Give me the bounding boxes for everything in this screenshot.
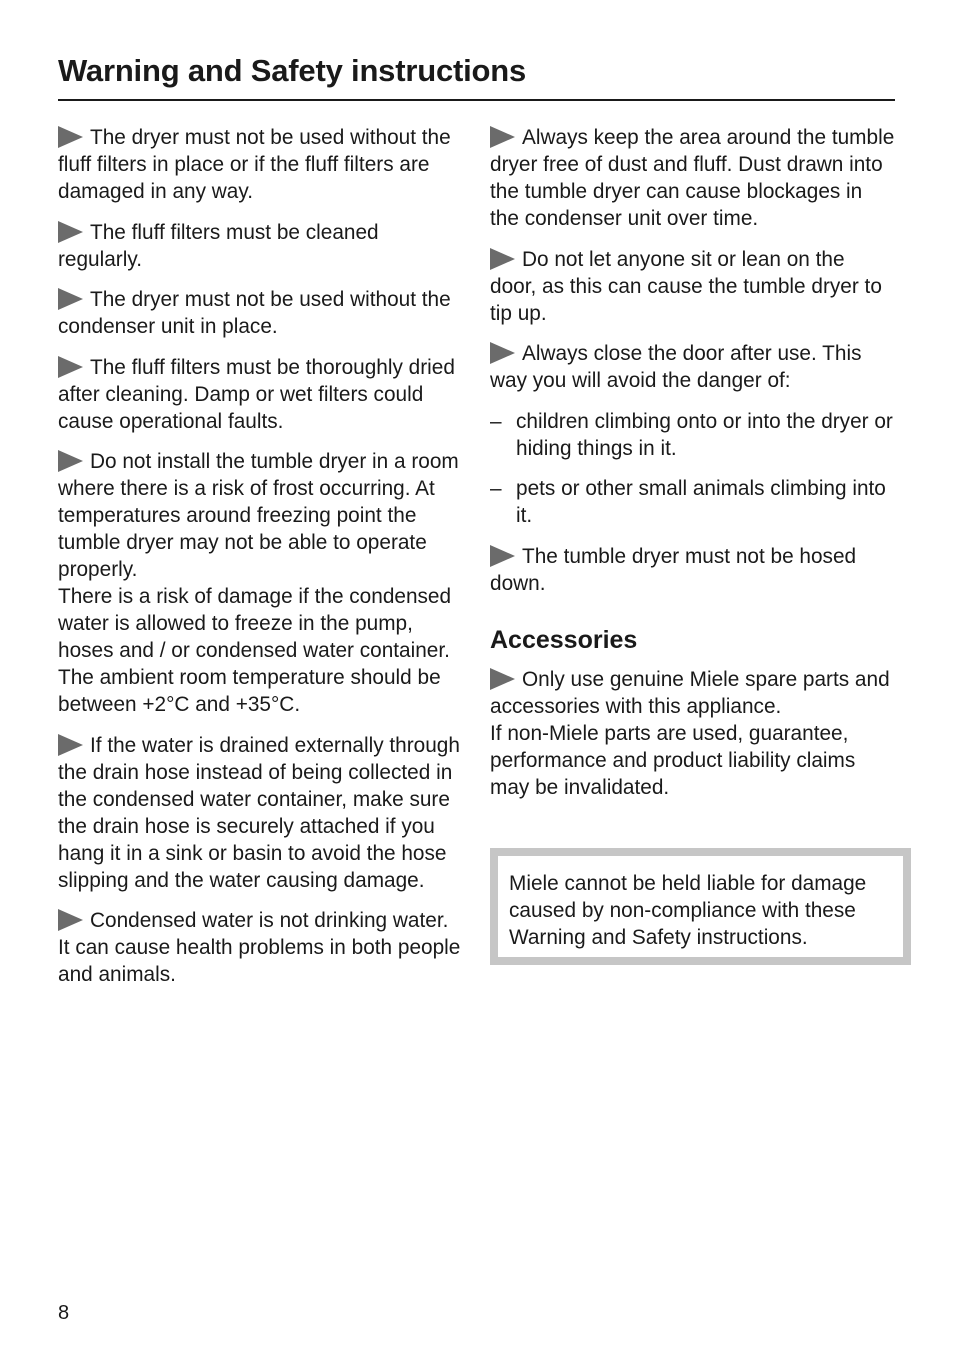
item-text: Only use genuine Miele spare parts and accessories with this appliance. bbox=[490, 667, 890, 718]
arrow-bullet-icon bbox=[58, 734, 83, 756]
title-rule bbox=[58, 99, 895, 101]
arrow-bullet-icon bbox=[58, 288, 83, 310]
item-text: Always keep the area around the tumble dryer free of dust and fluff. Dust drawn into the tumble dryer can cause blockages in the condenser unit over time. bbox=[490, 126, 895, 230]
arrow-bullet-icon bbox=[490, 545, 515, 567]
item-text: Condensed water is not drinking water. bbox=[90, 909, 449, 932]
danger-list-item bbox=[490, 408, 895, 462]
safety-item-clean-filters bbox=[58, 219, 468, 273]
arrow-bullet-icon bbox=[490, 668, 515, 690]
item-paragraph bbox=[490, 543, 895, 597]
safety-item-genuine-parts bbox=[490, 666, 895, 801]
item-text: Always close the door after use. This way you will avoid the danger of: bbox=[490, 342, 862, 392]
item-text: The tumble dryer must not be hosed down. bbox=[490, 544, 857, 595]
item-paragraph bbox=[490, 246, 895, 327]
safety-item-dust-free-area bbox=[490, 124, 895, 232]
safety-item-door-lean bbox=[490, 246, 895, 327]
dash-bullet: – bbox=[490, 409, 502, 433]
item-paragraph bbox=[490, 340, 895, 394]
safety-item-frost-risk bbox=[58, 448, 468, 718]
item-text: Do not let anyone sit or lean on the door, as this can cause the tumble dryer to tip up. bbox=[490, 247, 882, 325]
arrow-bullet-icon bbox=[58, 356, 83, 378]
item-paragraph bbox=[490, 666, 895, 720]
liability-notice-box bbox=[490, 848, 911, 965]
arrow-bullet-icon bbox=[58, 221, 83, 243]
item-text: If the water is drained externally through the drain hose instead of being collected in the condensed water container, make sure the drain hose is securely attached if you hang it in a sink or basin to avoid the hose slipping and the water causing damage. bbox=[58, 733, 460, 892]
safety-item-no-hosing bbox=[490, 543, 895, 597]
safety-item-condensed-water bbox=[58, 907, 468, 988]
item-paragraph: The ambient room temperature should be between +2°C and +35°C. bbox=[58, 666, 441, 716]
item-text: Do not install the tumble dryer in a room where there is a risk of frost occurring. At temperatures around freezing point the tumble dryer may not be able to operate properly. bbox=[58, 450, 459, 581]
right-column bbox=[490, 124, 895, 965]
item-paragraph: It can cause health problems in both people and animals. bbox=[58, 936, 461, 986]
danger-list-item bbox=[490, 475, 895, 529]
arrow-bullet-icon bbox=[58, 126, 83, 148]
notice-text: Miele cannot be held liable for damage caused by non-compliance with these Warning and Safety instructions. bbox=[509, 871, 867, 949]
arrow-bullet-icon bbox=[490, 342, 515, 364]
item-paragraph bbox=[58, 219, 468, 273]
safety-item-condenser-unit bbox=[58, 286, 468, 340]
item-paragraph bbox=[58, 732, 468, 894]
item-paragraph: If non-Miele parts are used, guarantee, performance and product liability claims may be invalidated. bbox=[490, 721, 856, 799]
item-paragraph bbox=[58, 354, 468, 435]
arrow-bullet-icon bbox=[58, 450, 83, 472]
item-text: pets or other small animals climbing into it. bbox=[516, 477, 886, 527]
safety-item-close-door bbox=[490, 340, 895, 394]
arrow-bullet-icon bbox=[490, 126, 515, 148]
safety-item-fluff-filters-required bbox=[58, 124, 468, 205]
dash-bullet: – bbox=[490, 477, 502, 500]
item-paragraph bbox=[58, 907, 468, 934]
item-text: The fluff filters must be thoroughly dried after cleaning. Damp or wet filters could cause operational faults. bbox=[58, 355, 455, 433]
page-title: Warning and Safety instructions bbox=[58, 53, 527, 88]
safety-item-drain-hose bbox=[58, 732, 468, 894]
item-paragraph bbox=[58, 124, 468, 205]
left-column bbox=[58, 124, 468, 1002]
safety-item-dry-filters bbox=[58, 354, 468, 435]
item-paragraph bbox=[490, 124, 895, 232]
accessories-heading: Accessories bbox=[490, 625, 638, 654]
item-text: children climbing onto or into the dryer or hiding things in it. bbox=[516, 409, 893, 460]
item-paragraph: There is a risk of damage if the condensed water is allowed to freeze in the pump, hoses and / or condensed water container. bbox=[58, 585, 452, 662]
item-text: The dryer must not be used without the fluff filters in place or if the fluff filters are damaged in any way. bbox=[58, 126, 451, 203]
item-text: The fluff filters must be cleaned regularly. bbox=[58, 220, 379, 271]
item-paragraph bbox=[58, 448, 468, 583]
arrow-bullet-icon bbox=[58, 909, 83, 931]
page-number: 8 bbox=[58, 1302, 70, 1324]
arrow-bullet-icon bbox=[490, 248, 515, 270]
item-text: The dryer must not be used without the condenser unit in place. bbox=[58, 288, 451, 338]
item-paragraph bbox=[58, 286, 468, 340]
